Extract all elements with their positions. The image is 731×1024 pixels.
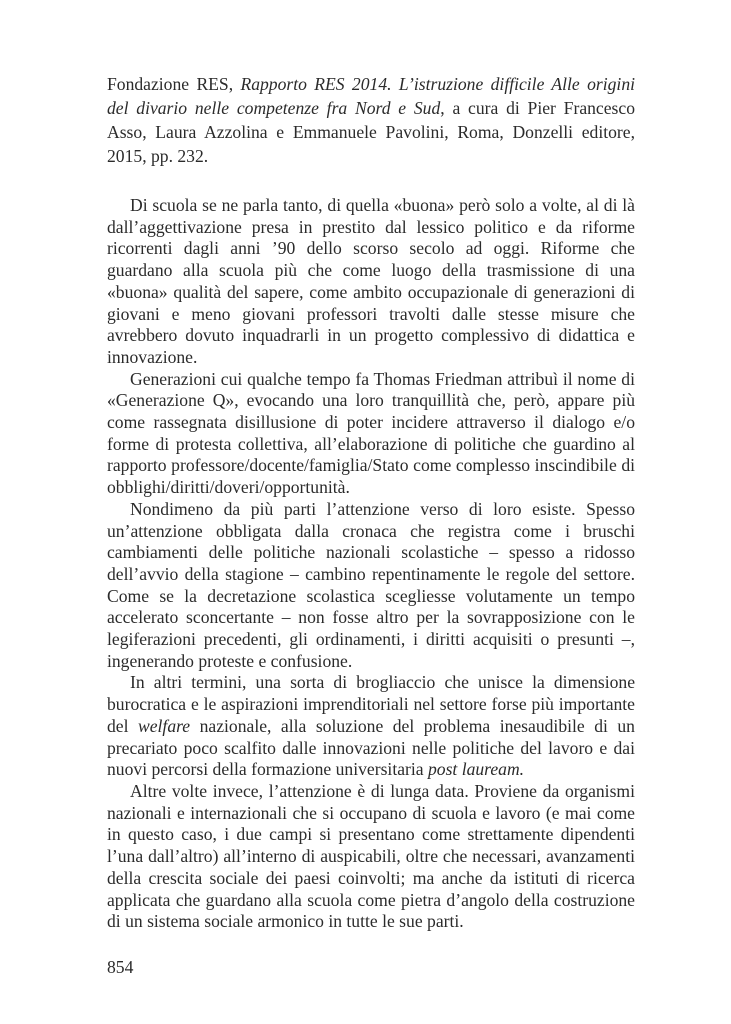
citation-title: Rapporto RES 2014. L’istruzione difficile Alle origini del divario nelle competenze fra Nord e Sud bbox=[107, 74, 635, 118]
page-number: 854 bbox=[107, 957, 134, 977]
paragraph-4-part-a: In altri termini, una sorta di brogliaccio che unisce la dimensione burocratica e le aspirazioni imprenditoriali nel settore forse più importante del bbox=[107, 672, 635, 736]
paragraph-5: Altre volte invece, l’attenzione è di lunga data. Proviene da organismi nazionali e internazionali che si occupano di scuola e lavoro (e mai come in questo caso, i due campi si presentano come strettamente dipendenti l’una dall’altro) all’interno di auspicabili, oltre che necessari, avanzamenti della crescita sociale dei paesi coinvolti; ma anche da istituti di ricerca applicata che guardano alla scuola come pietra d’angolo della costruzione di un sistema sociale armonico in tutte le sue parti. bbox=[107, 780, 635, 932]
citation-author: Fondazione RES, bbox=[107, 74, 241, 94]
book-citation bbox=[107, 72, 635, 168]
paragraph-4 bbox=[107, 672, 635, 781]
paragraph-1: Di scuola se ne parla tanto, di quella «buona» però solo a volte, al di là dall’aggettivazione presa in prestito dal lessico politico e da riforme ricorrenti dagli anni ’90 dello scorso secolo ad oggi. Riforme che guardano alla scuola più che come luogo della trasmissione di una «buona» qualità del sapere, come ambito occupazionale di generazioni di giovani e meno giovani professori travolti dalle stesse misure che avrebbero dovuto inquadrarli in un progetto complessivo di didattica e innovazione. bbox=[107, 195, 635, 367]
citation-details: , a cura di Pier Francesco Asso, Laura Azzolina e Emmanuele Pavolini, Roma, Donzelli editore, 2015, pp. 232. bbox=[107, 98, 635, 166]
welfare-term: welfare bbox=[138, 715, 191, 736]
paragraph-4-part-b: nazionale, alla soluzione del problema inesaudibile di un precariato poco scalfito dalle innovazioni nelle politiche del lavoro e dai nuovi percorsi della formazione universitaria bbox=[107, 715, 635, 780]
post-lauream-term: post lauream. bbox=[427, 759, 525, 780]
paragraph-3: Nondimeno da più parti l’attenzione verso di loro esiste. Spesso un’attenzione obbligata dalla cronaca che registra come i bruschi cambiamenti delle politiche nazionali scolastiche – spesso a ridosso dell’avvio della stagione – cambino repentinamente le regole del settore. Come se la decretazione scolastica scegliesse volutamente un tempo accelerato sconcertante – non fosse altro per la sovrapposizione con le legiferazioni precedenti, gli ordinamenti, i diritti acquisiti o presunti –, ingenerando proteste e confusione. bbox=[107, 498, 635, 671]
document-page bbox=[107, 72, 635, 933]
paragraph-2: Generazioni cui qualche tempo fa Thomas Friedman attribuì il nome di «Generazione Q», evocando una loro tranquillità che, però, appare più come rassegnata disillusione di poter incidere attraverso il dialogo e/o forme di protesta collettiva, all’elaborazione di politiche che guardino al rapporto professore/docente/famiglia/Stato come complesso inscindibile di obblighi/diritti/doveri/opportunità. bbox=[107, 368, 635, 498]
